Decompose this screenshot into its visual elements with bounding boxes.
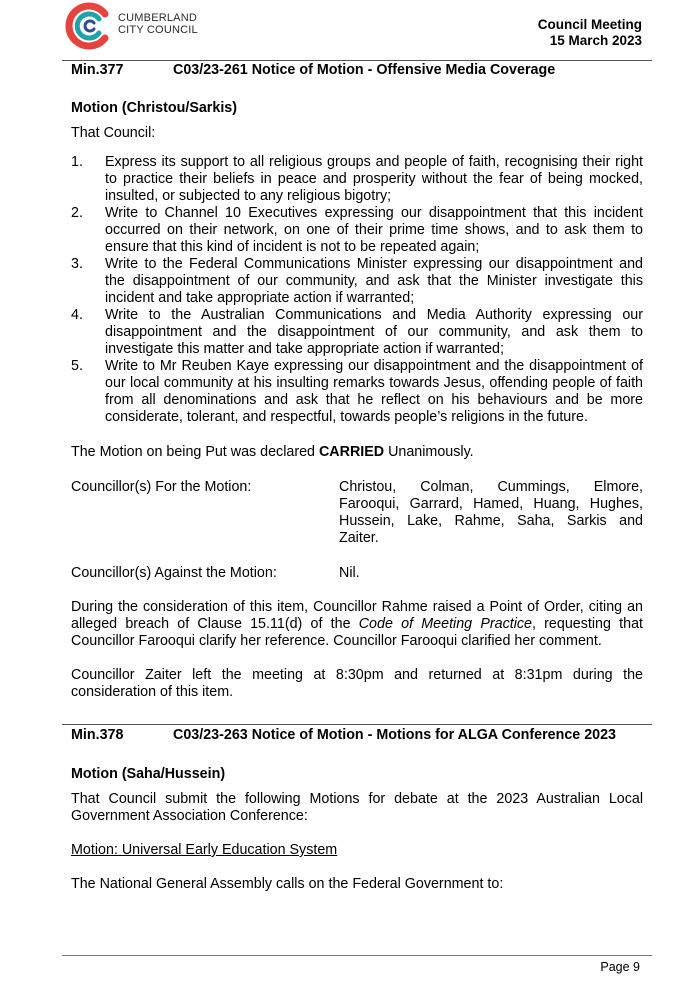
- motion-subheading: Motion: Universal Early Education System: [71, 842, 338, 858]
- motion-intro: That Council:: [71, 125, 156, 141]
- motion-intro: That Council submit the following Motions for debate at the 2023 Australian Local Government Association Conference:: [71, 791, 643, 824]
- votes-against-names: Nil.: [339, 565, 360, 581]
- votes-for-names: Christou, Colman, Cummings, Elmore, Farooqui, Garrard, Hamed, Huang, Hughes, Hussein, Lake, Rahme, Saha, Sarkis and Zaiter.: [339, 479, 643, 546]
- result-status: CARRIED: [318, 444, 385, 460]
- footer-divider: [62, 955, 652, 956]
- point-text: Write to Channel 10 Executives expressing our disappointment that this incident occurred on their network, on one of their prime time shows, and to ask them to ensure that this kind of incident is not to be repeated again;: [105, 205, 643, 255]
- point-number: 5.: [71, 358, 83, 374]
- org-name-line1: CUMBERLAND: [118, 12, 198, 24]
- note-text-end: , requesting that Councillor Farooqui clarify her reference. Councillor Farooqui clarified her comment.: [71, 616, 643, 649]
- motion-points: [71, 154, 643, 426]
- motion-point: [71, 256, 643, 307]
- point-number: 2.: [71, 205, 83, 221]
- meeting-header: [538, 17, 642, 49]
- org-name: [118, 12, 198, 36]
- motion-list: [71, 154, 643, 426]
- motion-point: [71, 205, 643, 256]
- council-logo-icon: [64, 2, 112, 50]
- motion-point: [71, 358, 643, 426]
- header-divider: [62, 60, 652, 61]
- item-heading: [71, 62, 555, 79]
- item-heading: [71, 727, 616, 744]
- meeting-title: Council Meeting: [537, 17, 642, 32]
- motion-point: [71, 307, 643, 358]
- note-text: During the consideration of this item, Councillor Rahme raised a Point of Order, citing an alleged breach of Clause 15.11(d) of the: [71, 599, 643, 632]
- motion-result: [71, 444, 643, 461]
- minute-number: Min.377: [71, 62, 124, 78]
- item-title: C03/23-263 Notice of Motion - Motions for ALGA Conference 2023: [173, 727, 617, 743]
- meeting-date: 15 March 2023: [549, 33, 642, 48]
- item-title: C03/23-261 Notice of Motion - Offensive Media Coverage: [173, 62, 556, 78]
- votes-for: [71, 479, 643, 549]
- result-suffix: Unanimously.: [384, 444, 474, 460]
- attendance-note: Councillor Zaiter left the meeting at 8:30pm and returned at 8:31pm during the consideration of this item.: [71, 667, 643, 700]
- votes-against-label: Councillor(s) Against the Motion:: [71, 565, 277, 581]
- minute-number: Min.378: [71, 727, 124, 743]
- motion-text: The National General Assembly calls on the Federal Government to:: [71, 876, 504, 892]
- point-number: 3.: [71, 256, 83, 272]
- item-divider: [62, 724, 652, 725]
- point-text: Express its support to all religious groups and people of faith, recognising their right to practice their beliefs in peace and prosperity without the fear of being mocked, insulted, or subjected to any religious bigotry;: [105, 154, 643, 204]
- votes-for-label: Councillor(s) For the Motion:: [71, 479, 252, 495]
- point-number: 4.: [71, 307, 83, 323]
- result-prefix: The Motion on being Put was declared: [71, 444, 319, 460]
- point-of-order-note: [71, 599, 643, 650]
- page-number: Page 9: [600, 960, 640, 974]
- org-name-line2: CITY COUNCIL: [118, 24, 198, 36]
- votes-against: [71, 565, 643, 583]
- motion-heading: Motion (Saha/Hussein): [71, 766, 226, 782]
- point-text: Write to the Australian Communications and Media Authority expressing our disappointment and the disappointment of our community, and ask them to investigate this matter and take appropriate action if warranted;: [105, 307, 643, 357]
- note-italic: Code of Meeting Practice: [358, 616, 532, 632]
- point-number: 1.: [71, 154, 83, 170]
- point-text: Write to the Federal Communications Minister expressing our disappointment and the disappointment of our community, and ask that the Minister investigate this incident and take appropriate action if warranted;: [105, 256, 643, 306]
- motion-point: [71, 154, 643, 205]
- point-text: Write to Mr Reuben Kaye expressing our disappointment and the disappointment of our local community at his insulting remarks towards Jesus, offending people of faith from all denominations and ask that he reflect on his behaviours and be more considerate, tolerant, and respectful, towards people’s religions in the future.: [105, 358, 643, 425]
- motion-heading: Motion (Christou/Sarkis): [71, 100, 238, 116]
